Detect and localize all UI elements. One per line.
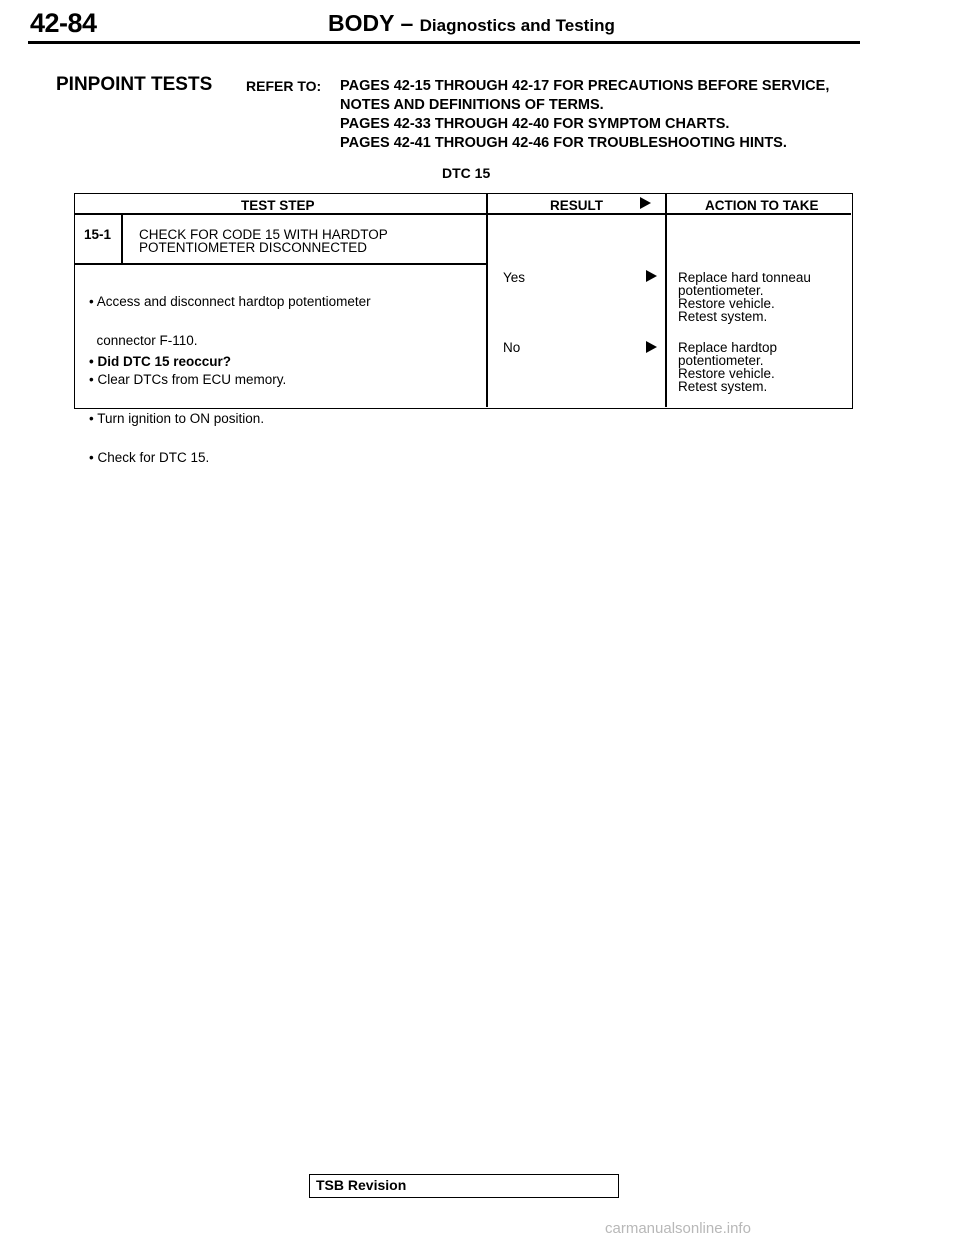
step-title-divider — [75, 263, 486, 265]
action-no — [678, 341, 777, 393]
step-number-divider — [121, 214, 123, 264]
action-line: Replace hard tonneau — [678, 270, 811, 285]
instruction-line: • Check for DTC 15. — [89, 450, 210, 465]
header-action-to-take: ACTION TO TAKE — [705, 198, 819, 213]
refer-line: PAGES 42-41 THROUGH 42-46 FOR TROUBLESHOOTING HINTS. — [340, 135, 787, 151]
step-title-line: CHECK FOR CODE 15 WITH HARDTOP — [139, 227, 388, 242]
instruction-line: • Access and disconnect hardtop potentiometer — [89, 294, 371, 309]
header-result: RESULT — [550, 198, 603, 213]
header-rule — [28, 41, 860, 44]
refer-to-label: REFER TO: — [246, 78, 322, 94]
step-title-line: POTENTIOMETER DISCONNECTED — [139, 240, 368, 255]
step-question: • Did DTC 15 reoccur? — [89, 354, 232, 369]
instruction-line: connector F-110. — [89, 333, 198, 348]
column-divider — [486, 194, 488, 407]
action-line: Restore vehicle. — [678, 366, 775, 381]
step-number: 15-1 — [84, 227, 112, 242]
action-yes — [678, 271, 811, 323]
action-line: potentiometer. — [678, 353, 764, 368]
step-instructions — [89, 269, 371, 490]
section-name: BODY — [328, 10, 395, 36]
refer-line: NOTES AND DEFINITIONS OF TERMS. — [340, 97, 604, 113]
pinpoint-test-table — [74, 193, 853, 465]
step-title — [139, 228, 388, 254]
action-line: Replace hardtop — [678, 340, 778, 355]
action-line: Retest system. — [678, 379, 768, 394]
page-number: 42-84 — [30, 8, 97, 38]
page-header-title — [328, 10, 615, 37]
result-yes: Yes — [503, 270, 526, 285]
header-test-step: TEST STEP — [241, 198, 315, 213]
header-divider — [75, 213, 851, 215]
header-dash: – — [400, 10, 414, 36]
instruction-line: • Clear DTCs from ECU memory. — [89, 372, 287, 387]
pinpoint-tests-title: PINPOINT TESTS — [56, 74, 213, 95]
action-line: Retest system. — [678, 309, 768, 324]
result-arrow-icon — [646, 270, 657, 282]
result-arrow-icon — [646, 341, 657, 353]
tsb-revision-box — [309, 1174, 619, 1198]
result-no: No — [503, 340, 521, 355]
action-line: potentiometer. — [678, 283, 764, 298]
dtc-label: DTC 15 — [442, 165, 491, 181]
column-divider — [665, 194, 667, 407]
result-arrow-icon — [640, 197, 651, 209]
refer-to-references — [340, 77, 829, 153]
refer-line: PAGES 42-33 THROUGH 42-40 FOR SYMPTOM CHARTS. — [340, 116, 730, 132]
subsection-name: Diagnostics and Testing — [419, 16, 615, 35]
instruction-line: • Turn ignition to ON position. — [89, 411, 265, 426]
refer-line: PAGES 42-15 THROUGH 42-17 FOR PRECAUTIONS BEFORE SERVICE, — [340, 78, 830, 94]
watermark: carmanualsonline.info — [605, 1220, 751, 1237]
action-line: Restore vehicle. — [678, 296, 775, 311]
tsb-revision-label: TSB Revision — [316, 1177, 407, 1193]
